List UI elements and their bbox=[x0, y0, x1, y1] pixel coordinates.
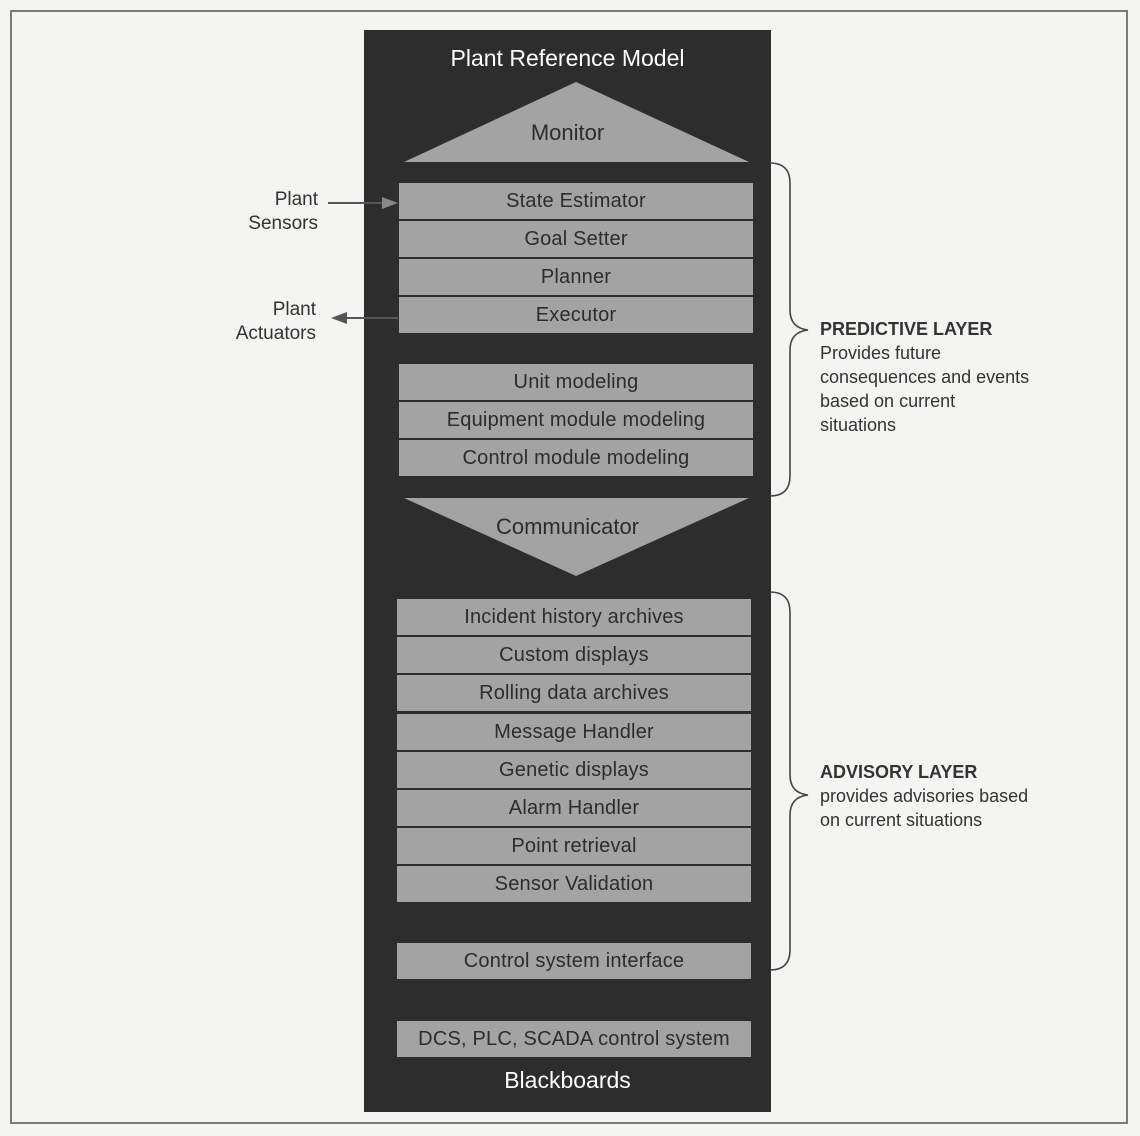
predictive-brace bbox=[770, 163, 808, 496]
plant-actuators-label bbox=[210, 298, 316, 346]
advisory-brace bbox=[770, 592, 808, 970]
block-unit-modeling: Unit modeling bbox=[399, 364, 753, 402]
blackboards-title: Blackboards bbox=[504, 1067, 631, 1093]
predictive-layer-line: situations bbox=[820, 415, 897, 435]
block-control-system: DCS, PLC, SCADA control system bbox=[397, 1021, 751, 1059]
block-equipment-module-modeling: Equipment module modeling bbox=[399, 402, 753, 440]
block-control-module-modeling: Control module modeling bbox=[399, 440, 753, 478]
block-control-system-interface: Control system interface bbox=[397, 943, 751, 981]
predictive-layer-note bbox=[820, 317, 1029, 437]
advisory-layer-line: provides advisories based bbox=[820, 786, 1029, 806]
advisory-layer-note bbox=[820, 760, 1028, 832]
sensors-arrowhead bbox=[382, 197, 398, 209]
block-rolling-data-archives: Rolling data archives bbox=[397, 675, 751, 713]
plant-sensors-label bbox=[220, 188, 318, 236]
predictive-layer-line: Provides future bbox=[820, 343, 942, 363]
monitor-label: Monitor bbox=[530, 120, 605, 145]
advisory-layer-line: on current situations bbox=[820, 810, 983, 830]
block-sensor-validation: Sensor Validation bbox=[397, 866, 751, 904]
advisory-layer-title: ADVISORY LAYER bbox=[820, 762, 978, 782]
communicator-label: Communicator bbox=[495, 514, 640, 539]
predictive-layer-line: based on current bbox=[820, 391, 956, 411]
predictive-layer-line: consequences and events bbox=[820, 367, 1030, 387]
block-genetic-displays: Genetic displays bbox=[397, 752, 751, 790]
block-alarm-handler: Alarm Handler bbox=[397, 790, 751, 828]
predictive-layer-title: PREDICTIVE LAYER bbox=[820, 319, 993, 339]
block-point-retrieval: Point retrieval bbox=[397, 828, 751, 866]
plant-actuators-line1: Plant bbox=[272, 299, 316, 320]
block-goal-setter: Goal Setter bbox=[399, 221, 753, 259]
block-state-estimator: State Estimator bbox=[399, 183, 753, 221]
block-custom-displays: Custom displays bbox=[397, 637, 751, 675]
plant-sensors-line1: Plant bbox=[274, 189, 318, 210]
plant-reference-model-title: Plant Reference Model bbox=[450, 45, 685, 71]
block-planner: Planner bbox=[399, 259, 753, 297]
block-message-handler: Message Handler bbox=[397, 714, 751, 752]
plant-sensors-line2: Sensors bbox=[248, 213, 318, 234]
plant-actuators-line2: Actuators bbox=[235, 323, 316, 344]
actuators-arrowhead bbox=[331, 312, 347, 324]
block-executor: Executor bbox=[399, 297, 753, 335]
block-incident-history-archives: Incident history archives bbox=[397, 599, 751, 637]
